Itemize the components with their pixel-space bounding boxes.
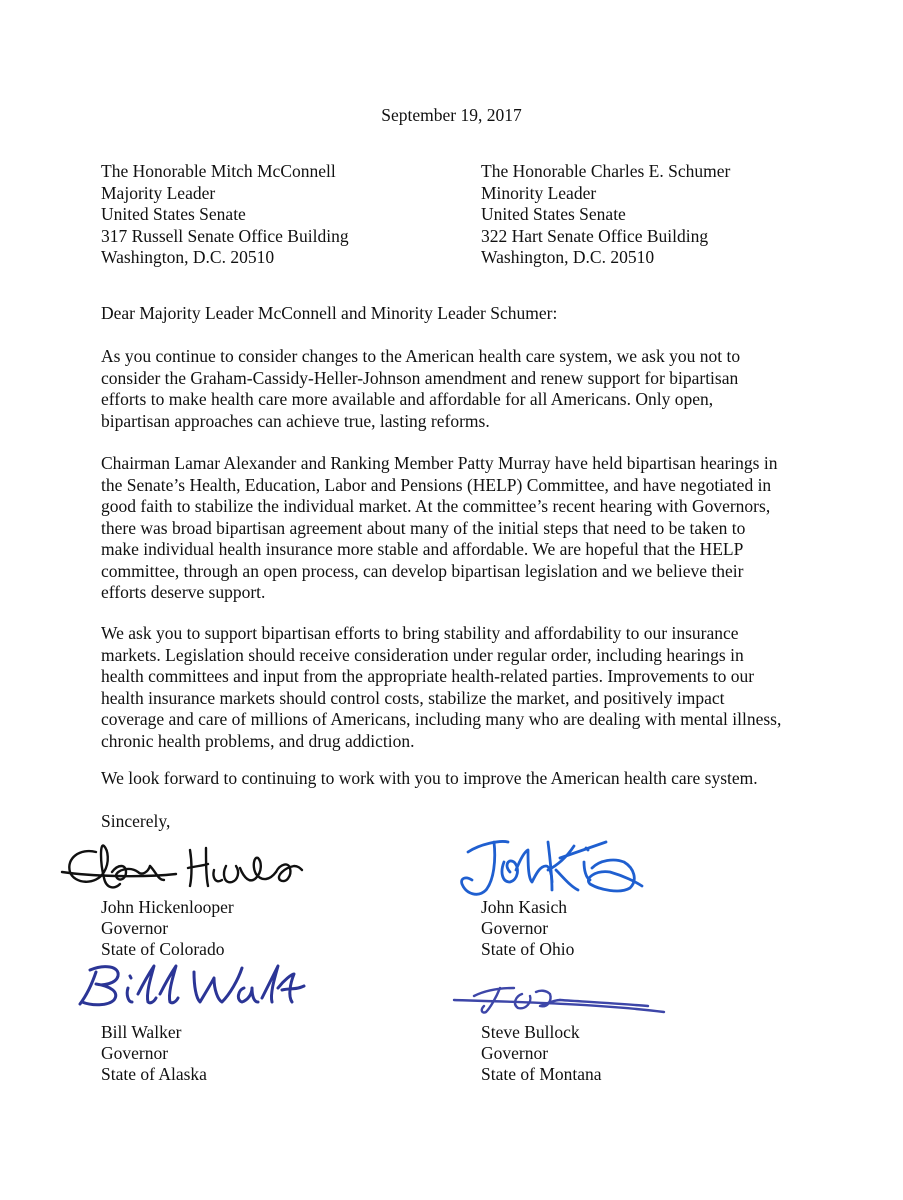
paragraph-line: coverage and care of millions of Americans, including many who are dealing with mental illness, (101, 709, 782, 729)
signatory-title: Governor (101, 1043, 169, 1063)
paragraph-line: consider the Graham-Cassidy-Heller-Johnson amendment and renew support for bipartisan (101, 367, 739, 388)
paragraph-line: bipartisan approaches can achieve true, lasting reforms. (101, 410, 490, 431)
address-line: Washington, D.C. 20510 (101, 247, 275, 267)
signatory-name: John Hickenlooper (101, 897, 234, 917)
signatory-state: State of Montana (481, 1064, 602, 1084)
signatory-title: Governor (481, 1043, 549, 1063)
paragraph-line: chronic health problems, and drug addiction. (101, 730, 415, 751)
address-line: Majority Leader (101, 182, 216, 203)
address-line: United States Senate (101, 204, 246, 224)
paragraph-line: We look forward to continuing to work with you to improve the American health care system. (101, 768, 758, 788)
paragraph-line: efforts deserve support. (101, 582, 266, 602)
signatory-name: Bill Walker (101, 1022, 182, 1042)
paragraph-line: As you continue to consider changes to the American health care system, we ask you not to (101, 346, 741, 366)
paragraph-line: committee, through an open process, can develop bipartisan legislation and we believe their (101, 560, 744, 581)
address-line: The Honorable Mitch McConnell (101, 161, 336, 181)
paragraph-line: good faith to stabilize the individual market. At the committee’s recent hearing with Governors, (101, 496, 771, 516)
address-line: 322 Hart Senate Office Building (481, 225, 709, 246)
signatory-state: State of Alaska (101, 1064, 207, 1084)
signatory-state: State of Ohio (481, 939, 575, 959)
signatory-name: John Kasich (481, 897, 568, 917)
closing: Sincerely, (101, 811, 171, 831)
paragraph-line: We ask you to support bipartisan efforts to bring stability and affordability to our insurance (101, 623, 739, 643)
address-line: Minority Leader (481, 182, 597, 203)
paragraph-line: health insurance markets should control costs, stabilize the market, and positively impact (101, 687, 725, 708)
signatory-title: Governor (481, 918, 549, 938)
letter-date: September 19, 2017 (381, 105, 522, 125)
address-line: United States Senate (481, 204, 626, 224)
paragraph-line: Chairman Lamar Alexander and Ranking Member Patty Murray have held bipartisan hearings in (101, 453, 778, 473)
address-line: Washington, D.C. 20510 (481, 247, 655, 267)
address-line: The Honorable Charles E. Schumer (481, 161, 731, 181)
paragraph-line: health committees and input from the appropriate health-related parties. Improvements to our (101, 666, 755, 686)
signatory-name: Steve Bullock (481, 1022, 580, 1042)
signatory-state: State of Colorado (101, 939, 225, 959)
paragraph-line: efforts to make health care more available and affordable for all Americans. Only open, (101, 389, 714, 409)
paragraph-line: there was broad bipartisan agreement about many of the initial steps that need to be taken to (101, 517, 746, 538)
signatory-title: Governor (101, 918, 169, 938)
paragraph-line: make individual health insurance more stable and affordable. We are hopeful that the HELP (101, 539, 744, 559)
address-line: 317 Russell Senate Office Building (101, 225, 349, 246)
salutation: Dear Majority Leader McConnell and Minority Leader Schumer: (101, 303, 558, 323)
paragraph-line: the Senate’s Health, Education, Labor and Pensions (HELP) Committee, and have negotiated in (101, 474, 772, 495)
paragraph-line: markets. Legislation should receive consideration under regular order, including hearings in (101, 644, 744, 665)
